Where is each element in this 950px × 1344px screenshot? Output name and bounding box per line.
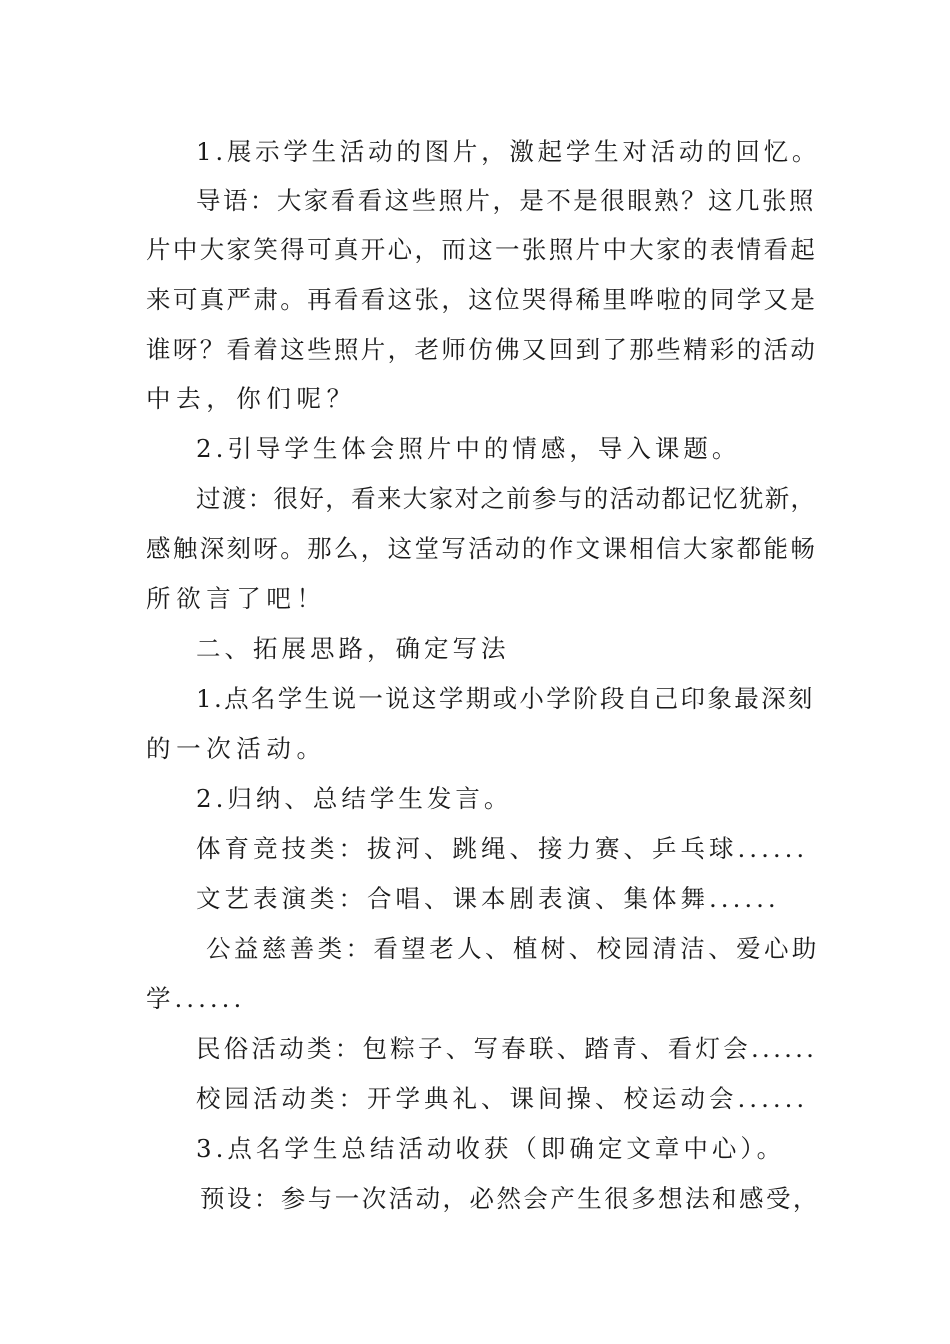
step-2-heading: 2.引导学生体会照片中的情感，导入课题。 <box>196 434 741 463</box>
intro-speech-line-1: 导语：大家看看这些照片，是不是很眼熟？这几张照 <box>196 186 816 215</box>
intro-speech-line-4: 谁呀？看着这些照片，老师仿佛又回到了那些精彩的活动 <box>146 335 818 364</box>
step-1b-line-2: 的一次活动。 <box>146 734 327 763</box>
step-2b-heading: 2.归纳、总结学生发言。 <box>196 784 513 813</box>
step-1-heading: 1.展示学生活动的图片，激起学生对活动的回忆。 <box>196 137 821 166</box>
category-campus: 校园活动类：开学典礼、课间操、校运动会...... <box>196 1084 809 1113</box>
transition-line-3: 所欲言了吧！ <box>146 584 327 613</box>
intro-speech-line-3: 来可真严肃。再看看这张，这位哭得稀里哗啦的同学又是 <box>146 285 818 314</box>
transition-line-2: 感触深刻呀。那么，这堂写活动的作文课相信大家都能畅 <box>146 534 818 563</box>
category-sports: 体育竞技类：拔河、跳绳、接力赛、乒乓球...... <box>196 834 809 863</box>
step-1b-line-1: 1.点名学生说一说这学期或小学阶段自己印象最深刻 <box>196 684 815 713</box>
step-3-heading: 3.点名学生总结活动收获（即确定文章中心）。 <box>196 1134 786 1163</box>
intro-speech-line-2: 片中大家笑得可真开心，而这一张照片中大家的表情看起 <box>146 235 818 264</box>
intro-speech-line-5: 中去，你们呢？ <box>146 384 357 413</box>
category-charity-line-1: 公益慈善类：看望老人、植树、校园清洁、爱心助 <box>206 934 820 963</box>
transition-line-1: 过渡：很好，看来大家对之前参与的活动都记忆犹新， <box>196 484 817 513</box>
category-charity-line-2: 学...... <box>146 984 246 1013</box>
preset-line-1: 预设：参与一次活动，必然会产生很多想法和感受， <box>200 1184 820 1213</box>
category-arts: 文艺表演类：合唱、课本剧表演、集体舞...... <box>196 884 780 913</box>
section-2-heading: 二、拓展思路，确定写法 <box>196 634 510 663</box>
category-folk: 民俗活动类：包粽子、写春联、踏青、看灯会...... <box>196 1034 818 1063</box>
